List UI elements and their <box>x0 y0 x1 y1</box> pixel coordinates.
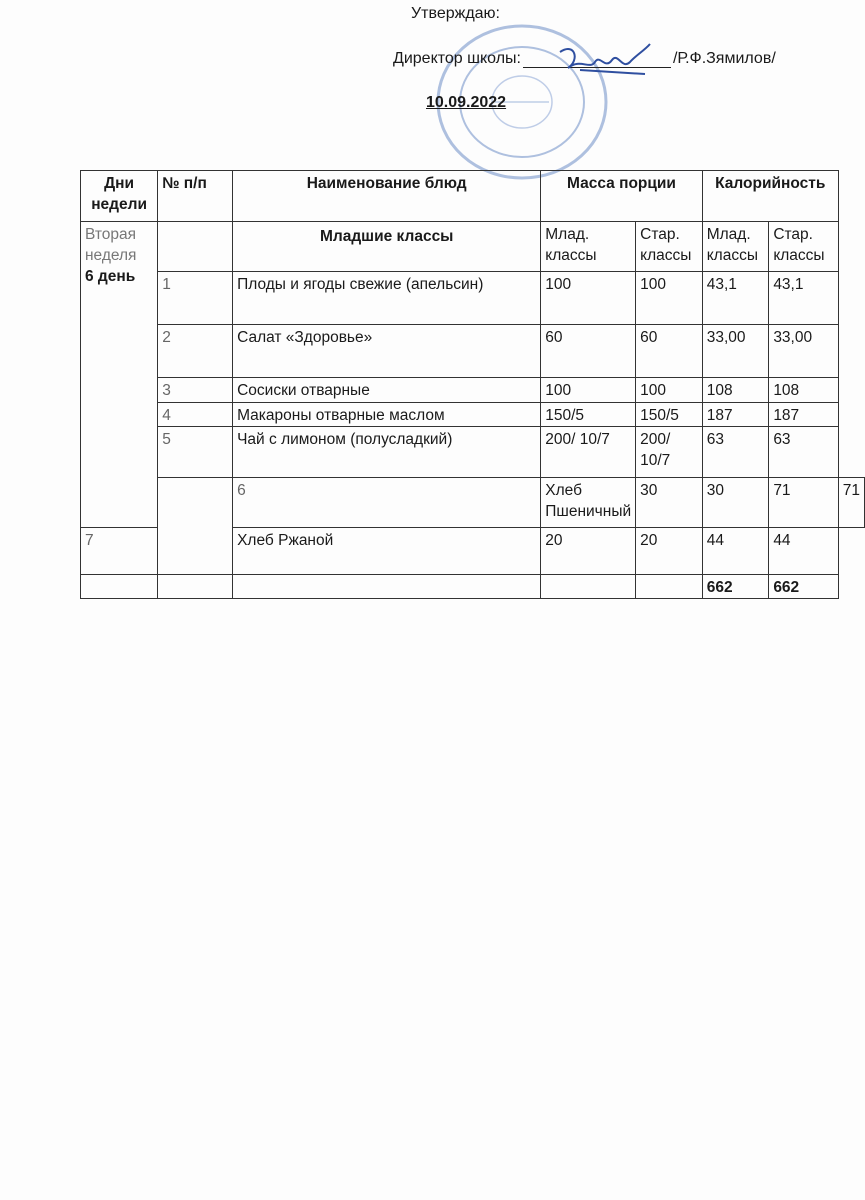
empty-cell <box>158 575 233 599</box>
director-label: Директор школы: <box>393 50 521 67</box>
row-number: 2 <box>158 325 233 378</box>
cal-junior: 33,00 <box>702 325 769 378</box>
mass-junior: 30 <box>636 478 703 528</box>
cal-junior-header: Млад. классы <box>702 222 769 272</box>
col-cal-header: Калорийность <box>702 171 838 222</box>
table-header-row <box>81 171 865 222</box>
cal-junior: 63 <box>702 427 769 478</box>
mass-senior: 100 <box>636 272 703 325</box>
mass-junior: 20 <box>541 528 636 575</box>
row-number: 3 <box>158 378 233 403</box>
col-name-header: Наименование блюд <box>233 171 541 222</box>
table-row <box>81 478 865 528</box>
cal-junior: 71 <box>769 478 838 528</box>
approval-title: Утверждаю: <box>411 5 500 22</box>
empty-cell <box>636 575 703 599</box>
cal-senior: 71 <box>838 478 864 528</box>
group-label: Младшие классы <box>233 222 541 272</box>
approval-date: 10.09.2022 <box>426 94 507 111</box>
day-label: 6 день <box>85 268 136 285</box>
mass-senior: 100 <box>636 378 703 403</box>
table-row <box>81 325 865 378</box>
mass-junior: 60 <box>541 325 636 378</box>
dish-name: Салат «Здоровье» <box>233 325 541 378</box>
total-row <box>81 575 865 599</box>
menu-table <box>80 170 865 599</box>
dish-name: Плоды и ягоды свежие (апельсин) <box>233 272 541 325</box>
director-name: /Р.Ф.Зямилов/ <box>672 50 776 67</box>
dish-name: Хлеб Ржаной <box>233 528 541 575</box>
empty-cell <box>541 575 636 599</box>
empty-cell <box>158 478 233 575</box>
total-cal-junior: 662 <box>702 575 769 599</box>
mass-junior: 150/5 <box>541 403 636 427</box>
table-row <box>81 378 865 403</box>
subheader-row <box>81 222 865 272</box>
dish-name: Сосиски отварные <box>233 378 541 403</box>
mass-junior: 200/ 10/7 <box>541 427 636 478</box>
cal-senior: 33,00 <box>769 325 838 378</box>
signature-icon <box>550 40 660 80</box>
cal-senior: 63 <box>769 427 838 478</box>
empty-cell <box>81 575 158 599</box>
mass-senior: 20 <box>636 528 703 575</box>
table-row <box>81 427 865 478</box>
total-cal-senior: 662 <box>769 575 838 599</box>
mass-senior: 30 <box>702 478 769 528</box>
empty-cell <box>158 222 233 272</box>
row-number: 4 <box>158 403 233 427</box>
col-mass-header: Масса порции <box>541 171 702 222</box>
cal-junior: 44 <box>702 528 769 575</box>
mass-junior: 100 <box>541 272 636 325</box>
cal-junior: 108 <box>702 378 769 403</box>
cal-senior: 44 <box>769 528 838 575</box>
mass-junior-header: Млад. классы <box>541 222 636 272</box>
dish-name: Макароны отварные маслом <box>233 403 541 427</box>
col-num-header: № п/п <box>158 171 233 222</box>
col-day-header: Дни недели <box>81 171 158 222</box>
empty-cell <box>233 575 541 599</box>
row-number: 7 <box>81 528 158 575</box>
cal-senior-header: Стар. классы <box>769 222 838 272</box>
cal-senior: 108 <box>769 378 838 403</box>
dish-name: Чай с лимоном (полусладкий) <box>233 427 541 478</box>
table-row <box>81 272 865 325</box>
mass-senior: 200/ 10/7 <box>636 427 703 478</box>
cal-senior: 43,1 <box>769 272 838 325</box>
mass-senior: 150/5 <box>636 403 703 427</box>
cal-junior: 187 <box>702 403 769 427</box>
row-number: 5 <box>158 427 233 478</box>
mass-junior: 100 <box>541 378 636 403</box>
week-day-cell <box>81 222 158 528</box>
cal-junior: 43,1 <box>702 272 769 325</box>
mass-senior-header: Стар. классы <box>636 222 703 272</box>
table-row <box>81 403 865 427</box>
row-number: 6 <box>233 478 541 528</box>
dish-name: Хлеб Пшеничный <box>541 478 636 528</box>
cal-senior: 187 <box>769 403 838 427</box>
row-number: 1 <box>158 272 233 325</box>
week-label: Вторая неделя <box>85 226 137 264</box>
mass-senior: 60 <box>636 325 703 378</box>
